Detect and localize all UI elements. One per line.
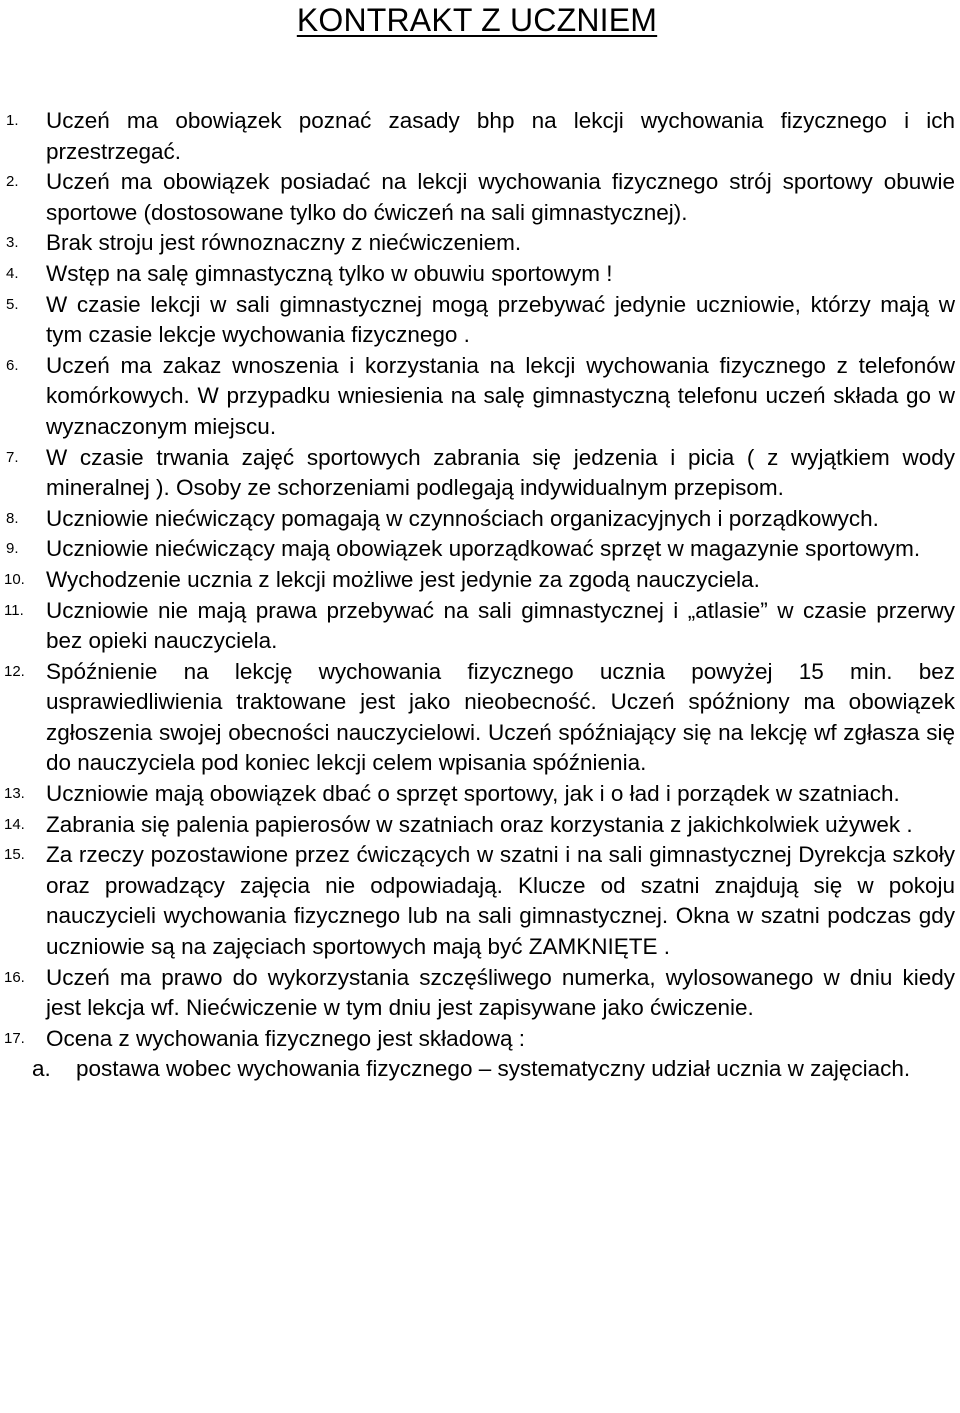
rule-text: Uczniowie niećwiczący mają obowiązek uporządkować sprzęt w magazynie sportowym. bbox=[46, 536, 921, 562]
rule-text: Wychodzenie ucznia z lekcji możliwe jest jedynie za zgodą nauczyciela. bbox=[46, 566, 760, 592]
rule-text: Spóźnienie na lekcję wychowania fizycznego ucznia powyżej 15 min. bez usprawiedliwienia traktowane jest jako nieobecność. Uczeń spóźniony ma obowiązek zgłoszenia swojej obecności nauczycielowi. Uczeń spóźniający się na lekcję wf zgłasza się do nauczyciela pod koniec lekcji celem wpisania spóźnienia. bbox=[46, 658, 955, 776]
rule-text: Za rzeczy pozostawione przez ćwiczących w szatni i na sali gimnastycznej Dyrekcja szkoły oraz prowadzący zajęcia nie odpowiadają. Klucze od szatni znajdują się w pokoju nauczycieli wychowania fizycznego lub na sali gimnastycznej. Okna w szatni podczas gdy uczniowie są na zajęciach sportowych mają być ZAMKNIĘTE . bbox=[46, 842, 955, 960]
rule-number: 7. bbox=[6, 448, 19, 466]
rule-number: 17. bbox=[4, 1029, 25, 1047]
rule-item bbox=[0, 228, 955, 259]
rule-item bbox=[0, 810, 955, 841]
rule-text: W czasie trwania zajęć sportowych zabrania się jedzenia i picia ( z wyjątkiem wody mineralnej ). Osoby ze schorzeniami podlegają indywidualnym przepisom. bbox=[46, 444, 955, 501]
rule-number: 6. bbox=[6, 356, 19, 374]
subitem-letter: a. bbox=[32, 1056, 51, 1082]
rule-item bbox=[0, 106, 955, 167]
rule-item bbox=[0, 259, 955, 290]
rule-number: 2. bbox=[6, 173, 19, 191]
rules-list bbox=[0, 106, 955, 1085]
rule-text: Uczeń ma obowiązek posiadać na lekcji wychowania fizycznego strój sportowy obuwie sportowe (dostosowane tylko do ćwiczeń na sali gimnastycznej). bbox=[46, 169, 955, 225]
rule-number: 13. bbox=[4, 785, 25, 803]
rule-text: Uczniowie niećwiczący pomagają w czynnościach organizacyjnych i porządkowych. bbox=[46, 505, 879, 531]
rule-item bbox=[0, 167, 955, 228]
rule-item bbox=[0, 779, 955, 810]
rule-item bbox=[0, 963, 955, 1024]
rule-number: 8. bbox=[6, 509, 19, 527]
rule-number: 5. bbox=[6, 295, 19, 313]
rule-text: Uczeń ma obowiązek poznać zasady bhp na lekcji wychowania fizycznego i ich przestrzegać. bbox=[46, 108, 955, 164]
rule-item bbox=[0, 840, 955, 962]
rule-number: 1. bbox=[6, 112, 19, 129]
rule-number: 4. bbox=[6, 264, 19, 282]
rule-text: Uczeń ma zakaz wnoszenia i korzystania na lekcji wychowania fizycznego z telefonów komórkowych. W przypadku wniesienia na salę gimnastyczną telefonu uczeń składa go w wyznaczonym miejscu. bbox=[46, 352, 955, 439]
rule-number: 11. bbox=[4, 601, 24, 619]
rule-item bbox=[0, 596, 955, 657]
rule-text: Zabrania się palenia papierosów w szatniach oraz korzystania z jakichkolwiek używek . bbox=[46, 811, 913, 837]
rule-item bbox=[0, 290, 955, 351]
rule-text: Uczniowie mają obowiązek dbać o sprzęt sportowy, jak i o ład i porządek w szatniach. bbox=[46, 781, 900, 807]
rule-number: 10. bbox=[4, 570, 25, 588]
subitem-text: postawa wobec wychowania fizycznego – systematyczny udział ucznia w zajęciach. bbox=[76, 1056, 911, 1082]
rule-text: Ocena z wychowania fizycznego jest składową : bbox=[46, 1025, 525, 1051]
rule-number: 12. bbox=[4, 662, 25, 680]
rule-text: Uczeń ma prawo do wykorzystania szczęśliwego numerka, wylosowanego w dniu kiedy jest lekcja wf. Niećwiczenie w tym dniu jest zapisywane jako ćwiczenie. bbox=[46, 964, 955, 1021]
rule-number: 9. bbox=[6, 540, 19, 558]
rule-item bbox=[0, 534, 955, 565]
document-title: KONTRAKT Z UCZNIEM bbox=[296, 2, 658, 38]
rule-number: 3. bbox=[6, 234, 19, 252]
rule-number: 16. bbox=[4, 968, 25, 986]
rule-text: Uczniowie nie mają prawa przebywać na sali gimnastycznej i „atlasie” w czasie przerwy bez opieki nauczyciela. bbox=[46, 597, 955, 654]
rule-subitem bbox=[0, 1054, 955, 1085]
rule-number: 14. bbox=[4, 815, 25, 833]
rule-item bbox=[0, 504, 955, 535]
rule-item bbox=[0, 565, 955, 596]
rule-text: W czasie lekcji w sali gimnastycznej mogą przebywać jedynie uczniowie, którzy mają w tym czasie lekcje wychowania fizycznego . bbox=[46, 291, 955, 348]
rule-text: Wstęp na salę gimnastyczną tylko w obuwiu sportowym ! bbox=[46, 260, 613, 286]
rule-item bbox=[0, 657, 955, 779]
rule-item bbox=[0, 351, 955, 443]
rule-text: Brak stroju jest równoznaczny z niećwiczeniem. bbox=[46, 230, 522, 256]
rule-item bbox=[0, 1024, 955, 1055]
rule-number: 15. bbox=[4, 846, 25, 864]
rule-item bbox=[0, 443, 955, 504]
